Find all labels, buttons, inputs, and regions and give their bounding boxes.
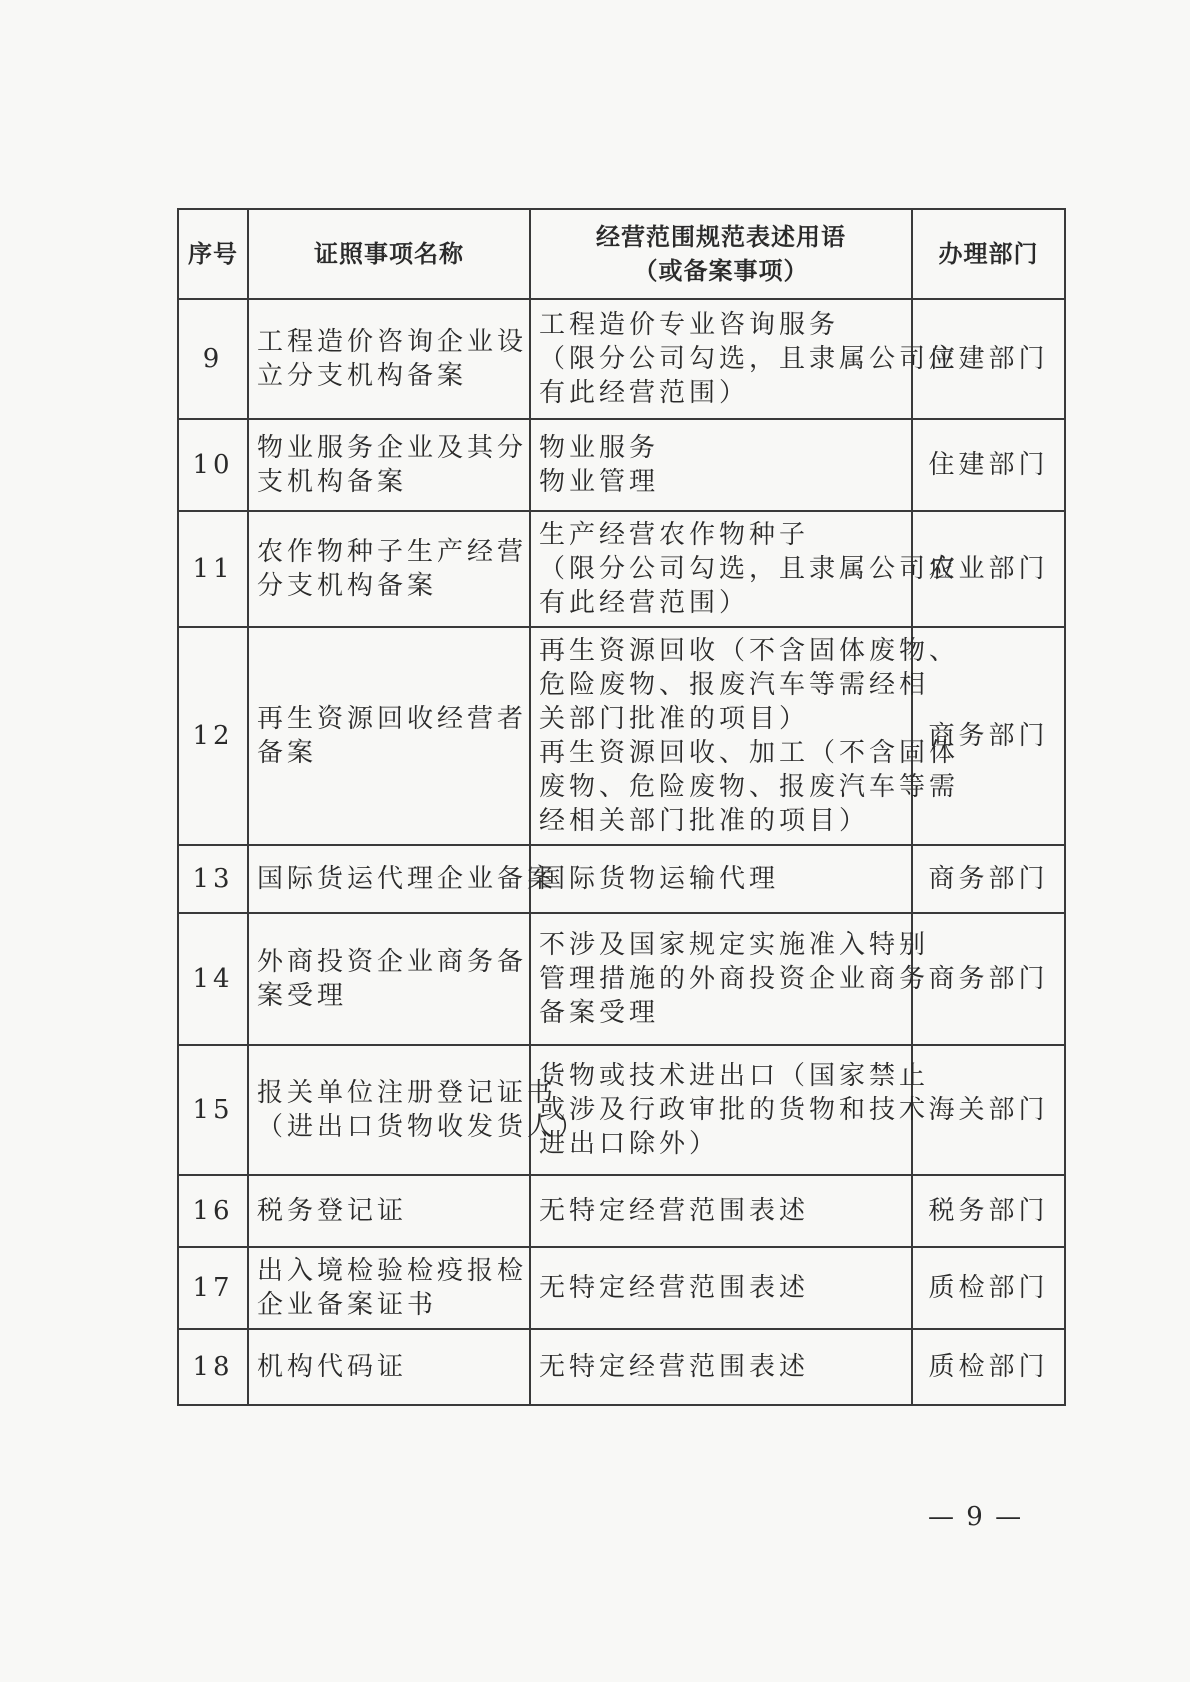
item-name-line: 再生资源回收经营者 <box>257 704 528 734</box>
header-scope <box>530 209 912 299</box>
row-number: 11 <box>178 511 248 627</box>
item-name-cell <box>248 845 558 913</box>
table-row <box>178 299 1065 419</box>
row-number: 17 <box>178 1247 248 1329</box>
row-number: 13 <box>178 845 248 913</box>
business-scope-line: 或涉及行政审批的货物和技术 <box>539 1095 930 1125</box>
business-scope-cell <box>530 627 960 845</box>
item-name-line: 备案 <box>257 738 318 768</box>
item-name-line: （进出口货物收发货人） <box>257 1112 588 1142</box>
business-scope-cell <box>530 511 960 627</box>
business-scope-line: 危险废物、报废汽车等需经相 <box>539 670 930 700</box>
item-name-line: 支机构备案 <box>257 467 408 497</box>
business-scope-cell <box>530 913 930 1045</box>
business-scope-cell <box>530 1045 930 1175</box>
item-name-line: 报关单位注册登记证书 <box>257 1078 558 1108</box>
business-scope-line: 货物或技术进出口（国家禁止 <box>539 1061 930 1091</box>
table-row <box>178 627 1065 845</box>
business-scope-line: 工程造价专业咨询服务 <box>539 310 840 340</box>
item-name-cell <box>248 1329 530 1405</box>
department-cell: 质检部门 <box>912 1247 1065 1329</box>
item-name-line: 立分支机构备案 <box>257 361 468 391</box>
business-scope-line: 管理措施的外商投资企业商务 <box>539 964 930 994</box>
department-cell: 海关部门 <box>912 1045 1065 1175</box>
table-row <box>178 1045 1065 1175</box>
page-number: — 9 — <box>928 1502 1024 1532</box>
business-scope-line: 废物、危险废物、报废汽车等需 <box>539 772 960 802</box>
business-scope-line: 不涉及国家规定实施准入特别 <box>539 930 930 960</box>
business-scope-line: 物业管理 <box>539 467 660 497</box>
item-name-line: 分支机构备案 <box>257 571 438 601</box>
department-cell: 商务部门 <box>912 913 1065 1045</box>
table-row <box>178 845 1065 913</box>
business-scope-line: 再生资源回收（不含固体废物、 <box>539 636 960 666</box>
business-scope-cell <box>530 1329 912 1405</box>
row-number: 14 <box>178 913 248 1045</box>
business-scope-line: 经相关部门批准的项目） <box>539 806 870 836</box>
table-row <box>178 511 1065 627</box>
table-row <box>178 1247 1065 1329</box>
header-dept: 办理部门 <box>912 209 1065 299</box>
header-scope-line2: （或备案事项） <box>633 257 809 285</box>
license-items-table <box>177 208 1066 1406</box>
item-name-cell <box>248 511 530 627</box>
table-row <box>178 1329 1065 1405</box>
header-no: 序号 <box>178 209 248 299</box>
row-number: 15 <box>178 1045 248 1175</box>
business-scope-line: 国际货物运输代理 <box>539 864 780 894</box>
item-name-cell <box>248 1175 530 1247</box>
header-scope-line1: 经营范围规范表述用语 <box>596 223 846 251</box>
business-scope-cell <box>530 845 912 913</box>
item-name-line: 工程造价咨询企业设 <box>257 327 528 357</box>
department-cell: 住建部门 <box>912 419 1065 511</box>
table-row <box>178 913 1065 1045</box>
row-number: 10 <box>178 419 248 511</box>
business-scope-line: 生产经营农作物种子 <box>539 520 810 550</box>
item-name-line: 税务登记证 <box>257 1196 408 1226</box>
table-body <box>178 299 1065 1405</box>
department-cell: 质检部门 <box>912 1329 1065 1405</box>
business-scope-line: 再生资源回收、加工（不含固体 <box>539 738 960 768</box>
item-name-cell <box>248 1247 530 1329</box>
business-scope-line: 无特定经营范围表述 <box>539 1196 810 1226</box>
item-name-line: 外商投资企业商务备 <box>257 947 528 977</box>
item-name-line: 农作物种子生产经营 <box>257 537 528 567</box>
item-name-line: 出入境检验检疫报检 <box>257 1256 528 1286</box>
business-scope-line: 无特定经营范围表述 <box>539 1273 810 1303</box>
table-row <box>178 419 1065 511</box>
business-scope-line: 有此经营范围） <box>539 588 750 618</box>
table-header-row <box>178 209 1065 299</box>
business-scope-cell <box>530 419 912 511</box>
department-cell: 农业部门 <box>912 511 1065 627</box>
business-scope-cell <box>530 1175 912 1247</box>
item-name-cell <box>248 299 530 419</box>
header-name: 证照事项名称 <box>248 209 530 299</box>
table-row <box>178 1175 1065 1247</box>
business-scope-line: 进出口除外） <box>539 1129 720 1159</box>
row-number: 9 <box>178 299 248 419</box>
row-number: 18 <box>178 1329 248 1405</box>
item-name-cell <box>248 1045 588 1175</box>
item-name-line: 物业服务企业及其分 <box>257 433 528 463</box>
business-scope-line: 有此经营范围） <box>539 378 750 408</box>
department-cell: 税务部门 <box>912 1175 1065 1247</box>
business-scope-line: 备案受理 <box>539 998 660 1028</box>
item-name-cell <box>248 419 530 511</box>
item-name-cell <box>248 627 530 845</box>
item-name-line: 机构代码证 <box>257 1352 408 1382</box>
business-scope-cell <box>530 1247 912 1329</box>
item-name-line: 国际货运代理企业备案 <box>257 864 558 894</box>
business-scope-line: 物业服务 <box>539 433 660 463</box>
row-number: 16 <box>178 1175 248 1247</box>
business-scope-cell <box>530 299 960 419</box>
item-name-line: 案受理 <box>257 981 348 1011</box>
department-cell: 住建部门 <box>912 299 1065 419</box>
item-name-cell <box>248 913 530 1045</box>
business-scope-line: 无特定经营范围表述 <box>539 1352 810 1382</box>
department-cell: 商务部门 <box>912 845 1065 913</box>
business-scope-line: （限分公司勾选，且隶属公司应 <box>539 344 960 374</box>
business-scope-line: 关部门批准的项目） <box>539 704 810 734</box>
business-scope-line: （限分公司勾选，且隶属公司应 <box>539 554 960 584</box>
row-number: 12 <box>178 627 248 845</box>
department-cell: 商务部门 <box>912 627 1065 845</box>
item-name-line: 企业备案证书 <box>257 1290 438 1320</box>
